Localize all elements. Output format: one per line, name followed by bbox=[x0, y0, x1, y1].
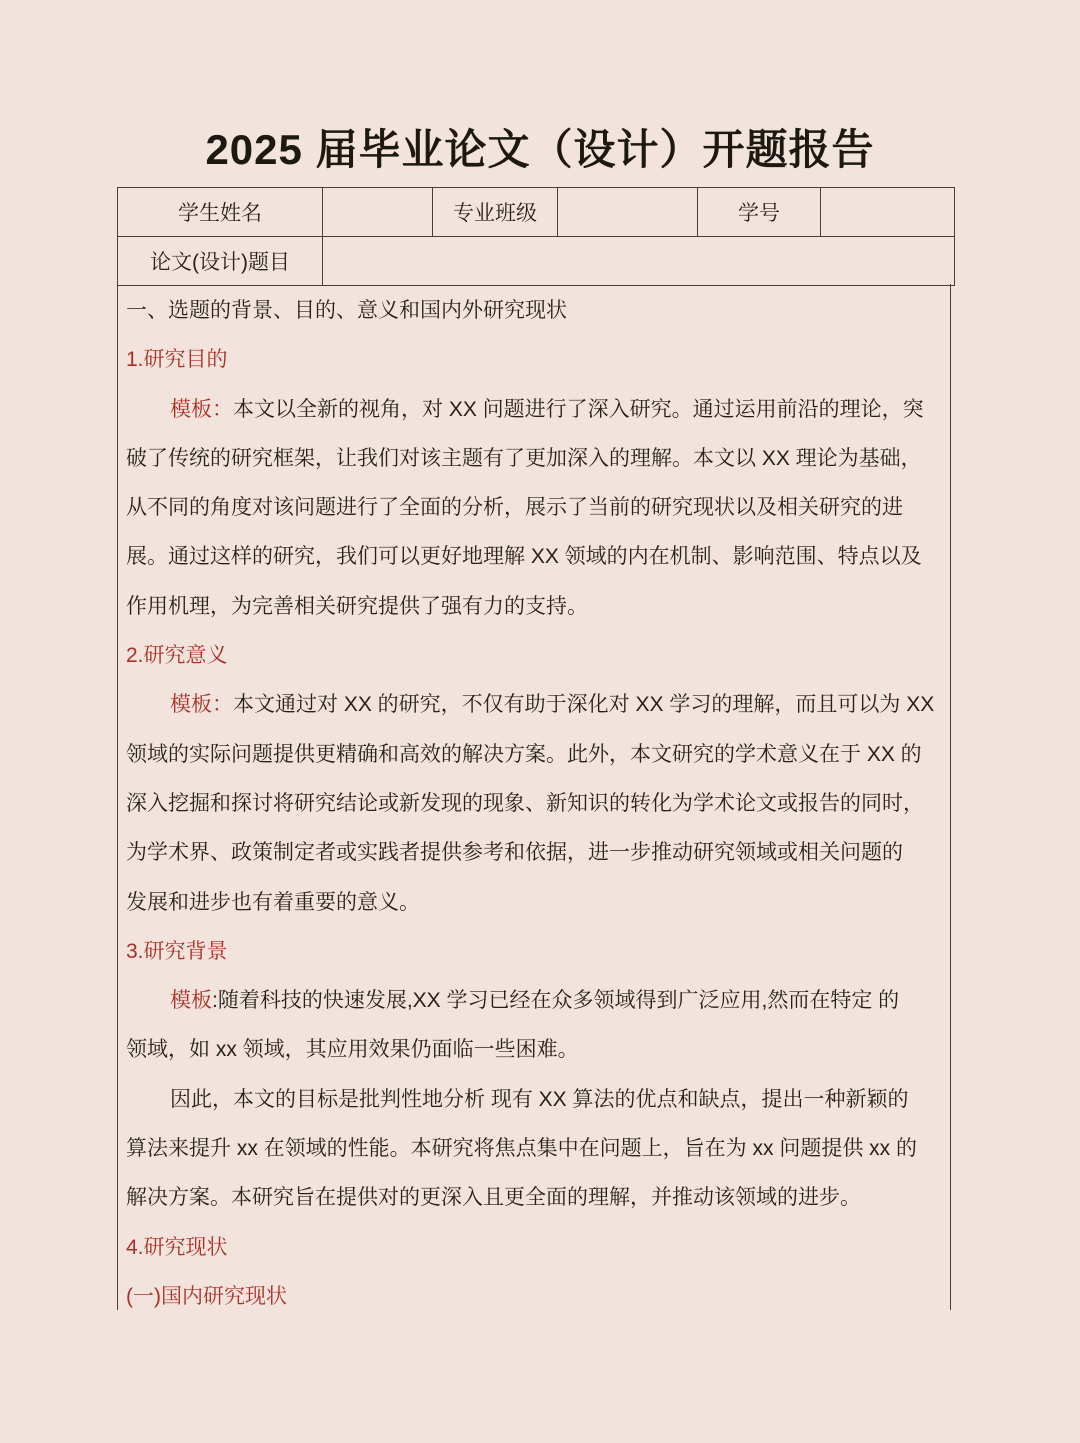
content-line: 从不同的角度对该问题进行了全面的分析，展示了当前的研究现状以及相关研究的进 bbox=[126, 496, 903, 520]
student-name-label: 学生姓名 bbox=[118, 188, 323, 237]
content-area bbox=[117, 284, 951, 1310]
content-line: 模板:随着科技的快速发展,XX 学习已经在众多领域得到广泛应用,然而在特定 的 bbox=[170, 989, 900, 1013]
document-title: 2025 届毕业论文（设计）开题报告 bbox=[205, 126, 875, 173]
info-table-row-2 bbox=[118, 237, 955, 286]
content-line: 发展和进步也有着重要的意义。 bbox=[126, 890, 420, 914]
content-line: 展。通过这样的研究，我们可以更好地理解 XX 领域的内在机制、影响范围、特点以及 bbox=[126, 545, 922, 569]
content-line: 作用机理，为完善相关研究提供了强有力的支持。 bbox=[126, 594, 588, 618]
info-table bbox=[117, 187, 955, 286]
content-line: 领域的实际问题提供更精确和高效的解决方案。此外，本文研究的学术意义在于 XX 的 bbox=[126, 742, 922, 766]
major-class-label: 专业班级 bbox=[433, 188, 558, 237]
content-line: 为学术界、政策制定者或实践者提供参考和依据，进一步推动研究领域或相关问题的 bbox=[126, 841, 903, 865]
subsection-heading-domestic-status: (一)国内研究现状 bbox=[126, 1284, 287, 1308]
content-line: 算法来提升 xx 在领域的性能。本研究将焦点集中在问题上，旨在为 xx 问题提供 xx 的 bbox=[126, 1137, 918, 1161]
thesis-title-value bbox=[323, 237, 955, 286]
student-id-value bbox=[821, 188, 955, 237]
info-table-row-1 bbox=[118, 188, 955, 237]
subsection-heading-research-background: 3.研究背景 bbox=[126, 939, 228, 963]
content-line: 领域，如 xx 领域，其应用效果仍面临一些困难。 bbox=[126, 1038, 579, 1062]
content-line: 解决方案。本研究旨在提供对的更深入且更全面的理解，并推动该领域的进步。 bbox=[126, 1186, 861, 1210]
major-class-value bbox=[558, 188, 698, 237]
content-line: 因此，本文的目标是批判性地分析 现有 XX 算法的优点和缺点，提出一种新颖的 bbox=[170, 1087, 909, 1111]
subsection-heading-research-significance: 2.研究意义 bbox=[126, 644, 228, 668]
thesis-title-label: 论文(设计)题目 bbox=[118, 237, 323, 286]
student-name-value bbox=[323, 188, 433, 237]
section-heading: 一、选题的背景、目的、意义和国内外研究现状 bbox=[126, 299, 567, 322]
content-line: 模板：本文通过对 XX 的研究，不仅有助于深化对 XX 学习的理解，而且可以为 XX bbox=[170, 693, 935, 717]
content-line: 深入挖掘和探讨将研究结论或新发现的现象、新知识的转化为学术论文或报告的同时， bbox=[126, 791, 924, 815]
subsection-heading-research-status: 4.研究现状 bbox=[126, 1235, 228, 1259]
student-id-label: 学号 bbox=[698, 188, 821, 237]
content-line: 破了传统的研究框架，让我们对该主题有了更加深入的理解。本文以 XX 理论为基础， bbox=[126, 446, 922, 470]
content-line: 模板：本文以全新的视角，对 XX 问题进行了深入研究。通过运用前沿的理论，突 bbox=[170, 397, 924, 421]
subsection-heading-research-purpose: 1.研究目的 bbox=[126, 348, 228, 372]
